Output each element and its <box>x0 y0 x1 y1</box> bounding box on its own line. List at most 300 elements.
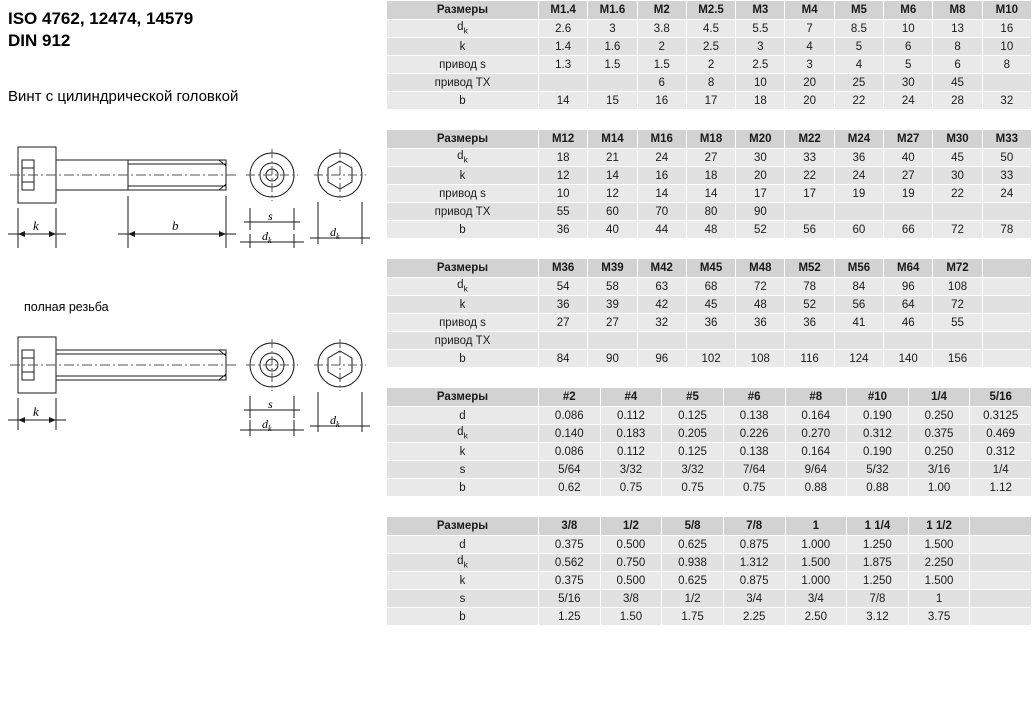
table-cell: 1.75 <box>662 608 724 626</box>
table-cell <box>982 350 1031 368</box>
table-cell: 4 <box>785 38 834 56</box>
row-label-subscript: k <box>463 154 468 165</box>
table-row <box>387 590 1032 608</box>
row-label: привод TX <box>387 74 539 92</box>
column-header: M12 <box>539 130 588 149</box>
table-cell: 0.938 <box>662 554 724 572</box>
table-cell: 12 <box>539 167 588 185</box>
table-cell: 156 <box>933 350 982 368</box>
table-cell: 18 <box>686 167 735 185</box>
table-cell: 30 <box>933 167 982 185</box>
table-cell: 6 <box>884 38 933 56</box>
table-cell: 40 <box>588 221 637 239</box>
page-title <box>8 8 368 52</box>
table-cell: 108 <box>933 278 982 296</box>
table-cell: 3/32 <box>662 461 724 479</box>
table-cell <box>970 572 1032 590</box>
column-header: 7/8 <box>723 517 785 536</box>
row-label: b <box>387 92 539 110</box>
table-row <box>387 554 1032 572</box>
table-cell: 0.312 <box>970 443 1032 461</box>
table-cell: 27 <box>884 167 933 185</box>
table-cell: 27 <box>686 149 735 167</box>
table-cell: 17 <box>686 92 735 110</box>
table-cell: 33 <box>982 167 1031 185</box>
column-header: M4 <box>785 1 834 20</box>
table-row <box>387 572 1032 590</box>
table-row <box>387 479 1032 497</box>
dimension-label-s: s <box>268 209 273 223</box>
table-cell: 0.88 <box>847 479 909 497</box>
table-cell <box>539 332 588 350</box>
table-cell: 0.75 <box>662 479 724 497</box>
table-cell: 22 <box>834 92 883 110</box>
table-cell: 8.5 <box>834 20 883 38</box>
table-cell: 0.125 <box>662 407 724 425</box>
dimension-label-dk-3: $d_k$ <box>262 417 272 433</box>
row-label-subscript: k <box>463 430 468 441</box>
table-cell: 1.00 <box>908 479 970 497</box>
table-cell: 36 <box>736 314 785 332</box>
table-cell: 36 <box>834 149 883 167</box>
table-cell: 10 <box>736 74 785 92</box>
column-header-sizes: Размеры <box>387 259 539 278</box>
table-cell: 20 <box>785 92 834 110</box>
table-row <box>387 167 1032 185</box>
column-header: M20 <box>736 130 785 149</box>
table-cell: 55 <box>933 314 982 332</box>
table-cell: 1/2 <box>662 590 724 608</box>
table-cell: 45 <box>933 149 982 167</box>
table-cell: 1.500 <box>908 572 970 590</box>
table-cell: 0.250 <box>908 407 970 425</box>
table-cell: 13 <box>933 20 982 38</box>
table-cell <box>539 74 588 92</box>
table-cell: 0.750 <box>600 554 662 572</box>
table-cell: 21 <box>588 149 637 167</box>
table-cell: 39 <box>588 296 637 314</box>
table-cell: 52 <box>785 296 834 314</box>
table-cell: 45 <box>686 296 735 314</box>
column-header: M48 <box>736 259 785 278</box>
row-label: b <box>387 479 539 497</box>
table-cell: 0.625 <box>662 536 724 554</box>
table-row <box>387 38 1032 56</box>
table-cell: 0.125 <box>662 443 724 461</box>
table-cell: 3.75 <box>908 608 970 626</box>
row-label-subscript: k <box>463 283 468 294</box>
table-cell: 5/16 <box>539 590 601 608</box>
dimension-tables <box>386 0 1034 645</box>
table-cell: 2.5 <box>736 56 785 74</box>
table-cell: 18 <box>539 149 588 167</box>
table-cell: 1/4 <box>970 461 1032 479</box>
column-header-sizes: Размеры <box>387 1 539 20</box>
column-header: M39 <box>588 259 637 278</box>
table-row <box>387 278 1032 296</box>
column-header: 5/16 <box>970 388 1032 407</box>
table-cell: 0.140 <box>539 425 601 443</box>
column-header: M16 <box>637 130 686 149</box>
table-cell: 80 <box>686 203 735 221</box>
left-column <box>0 0 380 703</box>
table-cell: 72 <box>933 221 982 239</box>
table-cell: 40 <box>884 149 933 167</box>
table-cell: 0.375 <box>908 425 970 443</box>
column-header: M1.4 <box>539 1 588 20</box>
column-header: M36 <box>539 259 588 278</box>
column-header: M30 <box>933 130 982 149</box>
table-cell: 2 <box>686 56 735 74</box>
column-header: 3/8 <box>539 517 601 536</box>
table-cell: 0.226 <box>723 425 785 443</box>
table-cell <box>884 332 933 350</box>
table-cell: 20 <box>736 167 785 185</box>
screw-drawing-full-thread <box>0 320 380 460</box>
row-label: $d_k$ <box>387 149 539 167</box>
table-cell: 55 <box>539 203 588 221</box>
table-row <box>387 350 1032 368</box>
table-cell <box>637 332 686 350</box>
column-header: M52 <box>785 259 834 278</box>
table-cell: 14 <box>588 167 637 185</box>
table-cell: 96 <box>637 350 686 368</box>
table-cell <box>982 278 1031 296</box>
table-cell: 0.086 <box>539 443 601 461</box>
column-header: 1 1/4 <box>847 517 909 536</box>
table-cell: 24 <box>637 149 686 167</box>
table-cell: 4.5 <box>686 20 735 38</box>
table-cell <box>982 296 1031 314</box>
table-row <box>387 56 1032 74</box>
table-cell: 7/64 <box>723 461 785 479</box>
table-cell: 116 <box>785 350 834 368</box>
table-cell: 8 <box>933 38 982 56</box>
table-cell: 45 <box>933 74 982 92</box>
table-cell: 0.500 <box>600 572 662 590</box>
table-cell: 0.190 <box>847 443 909 461</box>
table-cell: 72 <box>933 296 982 314</box>
table-cell: 3/4 <box>785 590 847 608</box>
table-cell: 1.50 <box>600 608 662 626</box>
row-label: $d_k$ <box>387 425 539 443</box>
table-cell: 66 <box>884 221 933 239</box>
table-cell <box>982 332 1031 350</box>
table-row <box>387 74 1032 92</box>
row-label: s <box>387 590 539 608</box>
table-cell: 10 <box>982 38 1031 56</box>
table-cell: 0.312 <box>847 425 909 443</box>
table-cell: 3/8 <box>600 590 662 608</box>
table-row <box>387 608 1032 626</box>
table-cell: 36 <box>686 314 735 332</box>
table-cell: 3.12 <box>847 608 909 626</box>
table-cell: 0.875 <box>723 572 785 590</box>
table-cell: 5/64 <box>539 461 601 479</box>
row-label: b <box>387 608 539 626</box>
table-cell: 68 <box>686 278 735 296</box>
table-cell: 1.5 <box>588 56 637 74</box>
table-row <box>387 203 1032 221</box>
table-cell: 36 <box>539 296 588 314</box>
column-header: M14 <box>588 130 637 149</box>
table-cell: 20 <box>785 74 834 92</box>
column-header: #10 <box>847 388 909 407</box>
table-cell: 32 <box>982 92 1031 110</box>
table-cell: 1.250 <box>847 572 909 590</box>
table-row <box>387 461 1032 479</box>
table-cell: 33 <box>785 149 834 167</box>
table-row <box>387 296 1032 314</box>
column-header: #6 <box>723 388 785 407</box>
table-header-row <box>387 517 1032 536</box>
dimension-table <box>386 516 1032 626</box>
table-cell: 54 <box>539 278 588 296</box>
table-cell: 2.50 <box>785 608 847 626</box>
table-cell: 0.164 <box>785 443 847 461</box>
table-cell: 5.5 <box>736 20 785 38</box>
table-cell: 48 <box>686 221 735 239</box>
table-cell: 0.875 <box>723 536 785 554</box>
table-cell: 108 <box>736 350 785 368</box>
column-header: M2.5 <box>686 1 735 20</box>
table-row <box>387 20 1032 38</box>
column-header: 1/2 <box>600 517 662 536</box>
table-cell: 4 <box>834 56 883 74</box>
table-cell: 27 <box>539 314 588 332</box>
table-cell: 84 <box>539 350 588 368</box>
table-cell: 19 <box>884 185 933 203</box>
table-cell: 60 <box>834 221 883 239</box>
page-title-line1: ISO 4762, 12474, 14579 <box>8 9 194 28</box>
page-title-line2: DIN 912 <box>8 30 71 50</box>
table-cell: 17 <box>736 185 785 203</box>
table-cell: 58 <box>588 278 637 296</box>
table-cell: 90 <box>736 203 785 221</box>
table-cell: 63 <box>637 278 686 296</box>
table-cell: 52 <box>736 221 785 239</box>
table-cell: 41 <box>834 314 883 332</box>
table-cell: 50 <box>982 149 1031 167</box>
table-cell: 15 <box>588 92 637 110</box>
table-cell: 14 <box>637 185 686 203</box>
table-cell <box>884 203 933 221</box>
table-cell: 0.190 <box>847 407 909 425</box>
table-header-row <box>387 388 1032 407</box>
table-cell: 18 <box>736 92 785 110</box>
row-label: d <box>387 407 539 425</box>
table-cell: 3.8 <box>637 20 686 38</box>
table-cell: 56 <box>834 296 883 314</box>
table-cell: 84 <box>834 278 883 296</box>
table-cell: 2.250 <box>908 554 970 572</box>
column-header: M6 <box>884 1 933 20</box>
table-cell: 2 <box>637 38 686 56</box>
table-cell: 7 <box>785 20 834 38</box>
dimension-table <box>386 129 1032 239</box>
table-cell <box>970 536 1032 554</box>
column-header: #2 <box>539 388 601 407</box>
column-header: 1 1/2 <box>908 517 970 536</box>
table-cell: 78 <box>982 221 1031 239</box>
column-header: M33 <box>982 130 1031 149</box>
dimension-label-k: k <box>33 218 39 233</box>
table-cell <box>785 332 834 350</box>
table-cell: 19 <box>834 185 883 203</box>
table-cell: 90 <box>588 350 637 368</box>
table-cell: 1.3 <box>539 56 588 74</box>
table-cell: 42 <box>637 296 686 314</box>
table-cell: 0.375 <box>539 572 601 590</box>
table-cell: 12 <box>588 185 637 203</box>
table-cell: 1.000 <box>785 572 847 590</box>
dimension-label-dk-4: $d_k$ <box>330 413 340 429</box>
table-row <box>387 92 1032 110</box>
table-row <box>387 314 1032 332</box>
row-label: b <box>387 350 539 368</box>
table-cell: 0.625 <box>662 572 724 590</box>
table-cell: 1.12 <box>970 479 1032 497</box>
table-row <box>387 425 1032 443</box>
row-label: k <box>387 167 539 185</box>
table-cell <box>933 203 982 221</box>
row-label-subscript: k <box>463 25 468 36</box>
table-cell: 44 <box>637 221 686 239</box>
table-cell: 1.312 <box>723 554 785 572</box>
table-cell: 1.4 <box>539 38 588 56</box>
table-cell <box>588 332 637 350</box>
table-cell: 56 <box>785 221 834 239</box>
table-cell: 6 <box>637 74 686 92</box>
table-cell <box>588 74 637 92</box>
column-header: M22 <box>785 130 834 149</box>
table-cell <box>933 332 982 350</box>
table-cell: 1.250 <box>847 536 909 554</box>
table-cell: 0.250 <box>908 443 970 461</box>
table-cell: 1.500 <box>908 536 970 554</box>
table-cell: 1.875 <box>847 554 909 572</box>
table-cell: 1 <box>908 590 970 608</box>
table-cell: 0.469 <box>970 425 1032 443</box>
row-label-subscript: k <box>463 559 468 570</box>
table-cell: 30 <box>884 74 933 92</box>
table-cell: 2.6 <box>539 20 588 38</box>
table-cell: 0.112 <box>600 443 662 461</box>
table-cell: 2.5 <box>686 38 735 56</box>
table-cell: 0.562 <box>539 554 601 572</box>
column-header: 1/4 <box>908 388 970 407</box>
table-cell: 1.000 <box>785 536 847 554</box>
column-header-sizes: Размеры <box>387 388 539 407</box>
column-header: M24 <box>834 130 883 149</box>
table-cell: 30 <box>736 149 785 167</box>
dimension-label-k-2: k <box>33 404 39 419</box>
table-cell: 46 <box>884 314 933 332</box>
table-cell: 8 <box>982 56 1031 74</box>
column-header: 1 <box>785 517 847 536</box>
table-cell: 1.25 <box>539 608 601 626</box>
table-cell: 0.138 <box>723 407 785 425</box>
table-cell: 7/8 <box>847 590 909 608</box>
table-cell: 32 <box>637 314 686 332</box>
table-cell: 5 <box>884 56 933 74</box>
dimension-table <box>386 387 1032 497</box>
row-label: привод TX <box>387 203 539 221</box>
row-label: $d_k$ <box>387 278 539 296</box>
dimension-label-dk: $d_k$ <box>262 229 272 245</box>
table-cell: 9/64 <box>785 461 847 479</box>
table-cell: 0.205 <box>662 425 724 443</box>
table-cell: 36 <box>785 314 834 332</box>
table-cell: 24 <box>834 167 883 185</box>
table-cell: 16 <box>637 92 686 110</box>
table-cell <box>834 203 883 221</box>
table-cell: 22 <box>933 185 982 203</box>
table-cell: 36 <box>539 221 588 239</box>
column-header: M3 <box>736 1 785 20</box>
row-label: s <box>387 461 539 479</box>
table-cell: 27 <box>588 314 637 332</box>
column-header: #8 <box>785 388 847 407</box>
table-cell: 2.25 <box>723 608 785 626</box>
column-header: M8 <box>933 1 982 20</box>
table-header-row <box>387 130 1032 149</box>
table-row <box>387 221 1032 239</box>
column-header: 5/8 <box>662 517 724 536</box>
table-cell: 72 <box>736 278 785 296</box>
table-cell: 60 <box>588 203 637 221</box>
table-cell <box>970 554 1032 572</box>
table-cell <box>686 332 735 350</box>
table-header-row <box>387 259 1032 278</box>
row-label: $d_k$ <box>387 20 539 38</box>
column-header: M45 <box>686 259 735 278</box>
row-label: привод s <box>387 314 539 332</box>
table-cell: 5/32 <box>847 461 909 479</box>
row-label: k <box>387 572 539 590</box>
column-header: M2 <box>637 1 686 20</box>
table-cell: 70 <box>637 203 686 221</box>
table-cell: 0.75 <box>600 479 662 497</box>
page-subtitle: Винт с цилиндрической головкой <box>8 88 239 105</box>
table-cell: 102 <box>686 350 735 368</box>
column-header <box>970 517 1032 536</box>
column-header-sizes: Размеры <box>387 130 539 149</box>
table-cell: 0.500 <box>600 536 662 554</box>
dimension-label-s-2: s <box>268 397 273 411</box>
table-cell: 25 <box>834 74 883 92</box>
column-header: M64 <box>884 259 933 278</box>
table-cell: 3 <box>588 20 637 38</box>
row-label: k <box>387 296 539 314</box>
table-cell: 1.5 <box>637 56 686 74</box>
row-label: k <box>387 38 539 56</box>
dimension-label-b: b <box>172 218 179 233</box>
table-cell: 6 <box>933 56 982 74</box>
table-cell: 0.270 <box>785 425 847 443</box>
column-header: M56 <box>834 259 883 278</box>
table-cell <box>982 203 1031 221</box>
table-cell: 28 <box>933 92 982 110</box>
table-cell <box>970 590 1032 608</box>
table-cell <box>982 74 1031 92</box>
dimension-label-dk-2: $d_k$ <box>330 225 340 241</box>
column-header: M72 <box>933 259 982 278</box>
table-row <box>387 536 1032 554</box>
table-row <box>387 443 1032 461</box>
table-cell: 3/16 <box>908 461 970 479</box>
table-cell: 0.138 <box>723 443 785 461</box>
